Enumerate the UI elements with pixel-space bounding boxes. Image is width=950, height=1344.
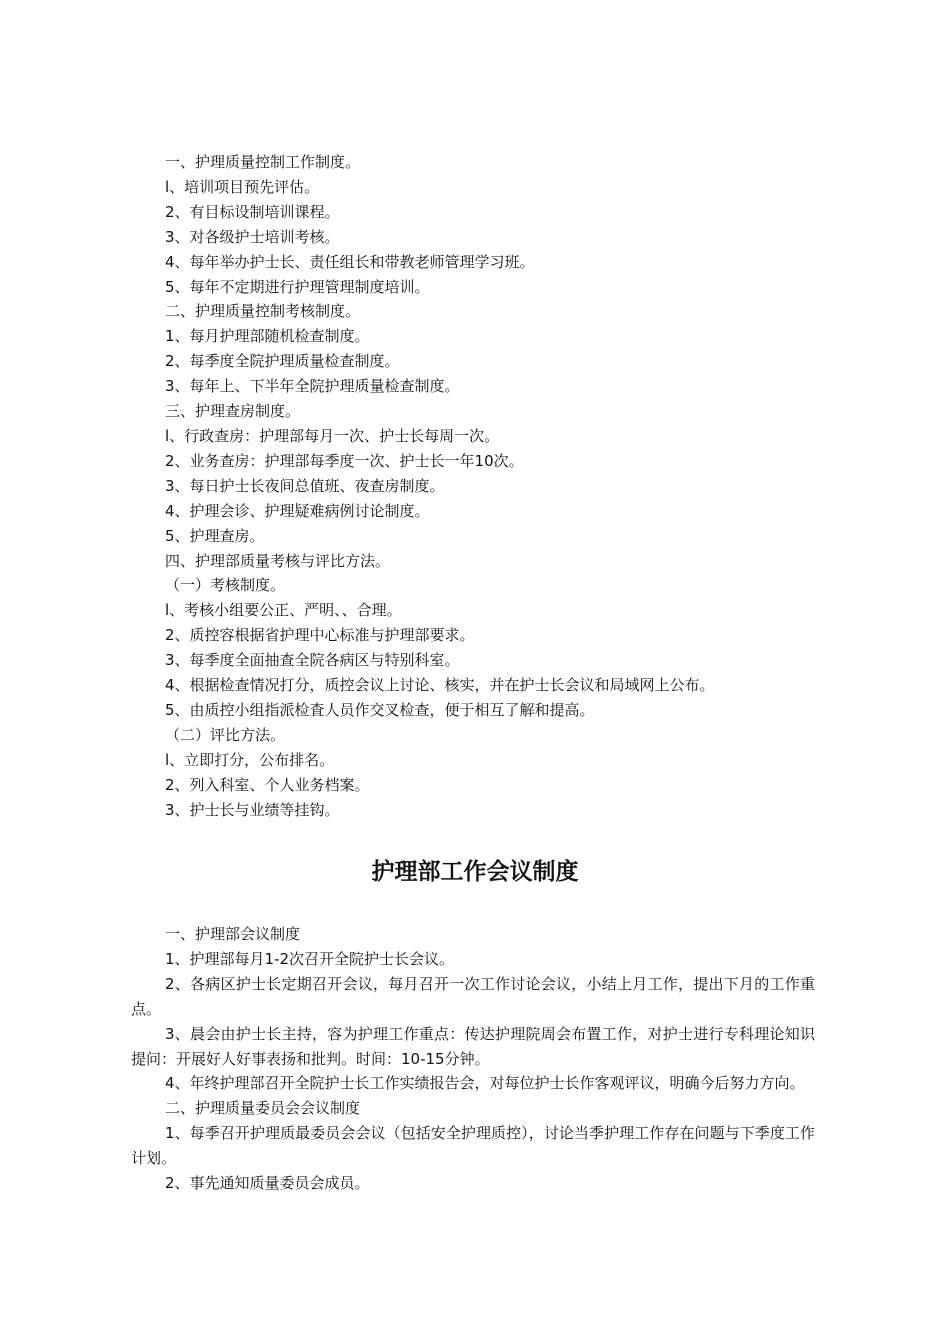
subsection-heading: （一）考核制度。 (165, 576, 286, 595)
section-heading: 二、护理质量委员会会议制度 (165, 1099, 361, 1118)
paragraph: 1、每季召开护理质最委员会会议（包括安全护理质控），讨论当季护理工作存在问题与下季度工作计划。 (131, 1124, 815, 1168)
paragraph: 2、事先通知质量委员会成员。 (165, 1174, 370, 1193)
list-item: 2、每季度全院护理质量检查制度。 (165, 352, 400, 371)
list-item: 2、质控容根据省护理中心标准与护理部要求。 (165, 626, 475, 645)
list-item: l、行政查房：护理部每月一次、护士长每周一次。 (165, 426, 500, 445)
list-item: l、培训项目预先评估。 (165, 177, 320, 196)
list-item: 3、对各级护士培训考核。 (165, 227, 340, 246)
list-item: l、考核小组要公正、严明、、合理。 (165, 601, 402, 620)
list-item: 3、护士长与业绩等挂钩。 (165, 800, 340, 819)
list-item: 4、根据检查情况打分，质控会议上讨论、核实，并在护士长会议和局域网上公布。 (165, 676, 715, 695)
list-item: 2、列入科室、个人业务档案。 (165, 775, 370, 794)
section-heading: 二、护理质量控制考核制度。 (165, 302, 361, 321)
list-item: 5、每年不定期进行护理管理制度培训。 (165, 277, 430, 296)
meeting-system-section (131, 922, 815, 1196)
list-item: 2、有目标设制培训课程。 (165, 202, 340, 221)
section-heading: 四、护理部质量考核与评比方法。 (165, 551, 391, 570)
list-item: 4、护理会诊、护理疑难病例讨论制度。 (165, 501, 430, 520)
list-item: 4、每年举办护士长、责任组长和带教老师管理学习班。 (165, 252, 535, 271)
paragraph: 2、各病区护士长定期召开会议，每月召开一次工作讨论会议，小结上月工作，提出下月的工作重点。 (131, 974, 815, 1018)
list-item: 1、每月护理部随机检查制度。 (165, 327, 370, 346)
section-heading: 一、护理质量控制工作制度。 (165, 153, 361, 171)
section-heading: 三、护理查房制度。 (165, 402, 301, 421)
list-item: 3、每年上、下半年全院护理质量检查制度。 (165, 377, 460, 396)
list-item: l、立即打分，公布排名。 (165, 750, 335, 769)
quality-control-section (165, 150, 825, 822)
list-item: 3、每日护士长夜间总值班、夜查房制度。 (165, 476, 445, 495)
list-item: 3、每季度全面抽查全院各病区与特别科室。 (165, 651, 460, 670)
list-item: 2、业务查房：护理部每季度一次、护士长一年10次。 (165, 451, 524, 470)
subsection-heading: （二）评比方法。 (165, 725, 286, 744)
list-item: 5、护理查房。 (165, 526, 265, 545)
list-item: 5、由质控小组指派检査人员作交叉检查，便于相互了解和提高。 (165, 700, 595, 719)
paragraph: 1、护理部每月1-2次召开全院护士长会议。 (165, 949, 455, 968)
section-heading: 一、护理部会议制度 (165, 925, 301, 943)
paragraph: 3、晨会由护士长主持，容为护理工作重点：传达护理院周会布置工作，对护士进行专科理论知识提问：开展好人好事表扬和批判。时间：10-15分钟。 (131, 1024, 815, 1068)
document-title: 护理部工作会议制度 (371, 859, 579, 885)
paragraph: 4、年终护理部召开全院护士长工作实绩报告会，对每位护士长作客观评议，明确今后努力方向。 (165, 1074, 805, 1093)
